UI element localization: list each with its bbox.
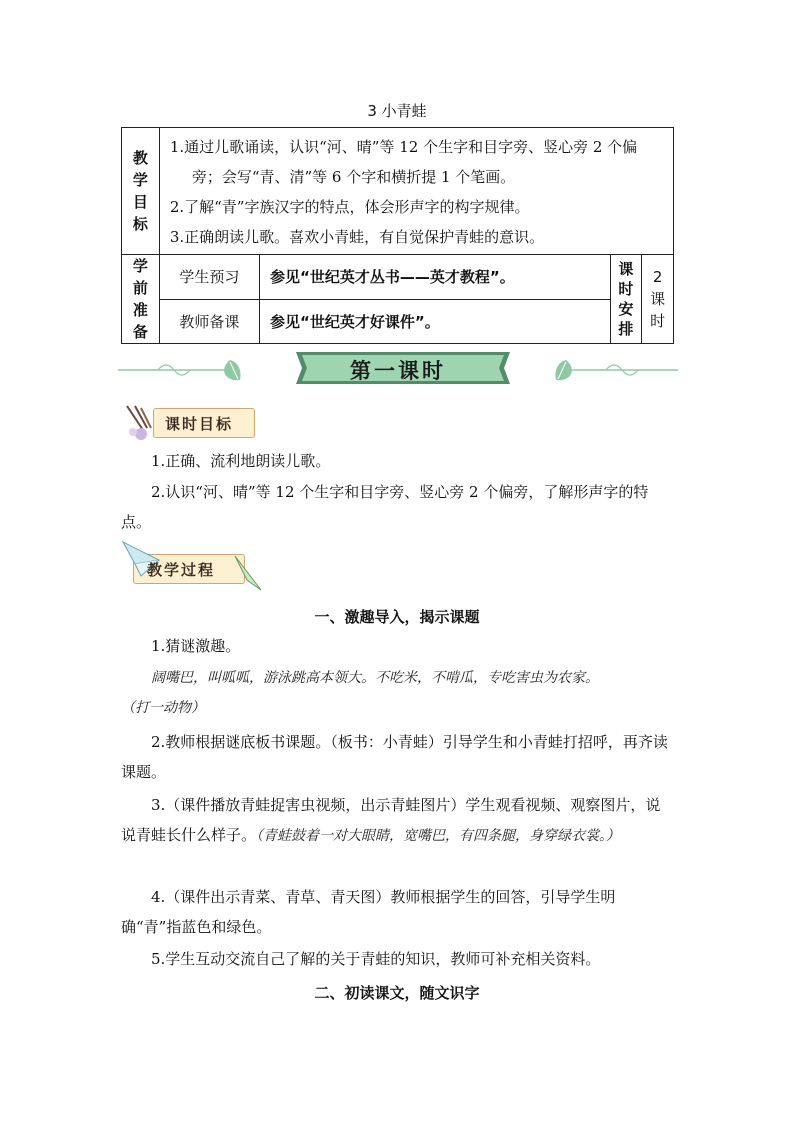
lesson-plan-table: [121, 127, 674, 344]
goal-1-line-1: 1.通过儿歌诵读，认识“河、晴”等 12 个生字和目字旁、竖心旁 2 个偏: [169, 138, 638, 156]
prep-header: 学 前 准 备: [122, 255, 160, 344]
lesson-goals-tag-label: 课时目标: [165, 415, 234, 433]
step-4: 4.（课件出示青菜、青草、青天图）教师根据学生的回答，引导学生明确“青”指蓝色和绿色。: [121, 888, 616, 936]
goal-1-line-2: 旁；会写“青、清”等 6 个字和横折提 1 个笔画。: [191, 168, 516, 186]
teaching-process-tag: [121, 544, 261, 579]
schedule-header: 课 时 安 排: [610, 255, 642, 344]
objective-1: 1.正确、流利地朗读儿歌。: [151, 452, 331, 470]
step-2: 2.教师根据谜底板书课题。（板书：小青蛙）引导学生和小青蛙打招呼，再齐读课题。: [121, 733, 668, 781]
goal-3: 3.正确朗读儿歌。喜欢小青蛙，有自觉保护青蛙的意识。: [169, 228, 545, 246]
riddle-text: 阔嘴巴，叫呱呱，游泳跳高本领大。不吃米，不啃瓜，专吃害虫为农家。: [151, 670, 599, 686]
riddle-hint: （打一动物）: [121, 700, 205, 716]
step-5: 5.学生互动交流自己了解的关于青蛙的知识，教师可补充相关资料。: [151, 950, 601, 968]
student-prep-value: 参见“世纪英才丛书——英才教程”。: [259, 255, 610, 300]
step-3-note: （青蛙鼓着一对大眼睛，宽嘴巴，有四条腿，身穿绿衣裳。）: [256, 828, 621, 844]
objective-2: 2.认识“河、晴”等 12 个生字和目字旁、竖心旁 2 个偏旁，了解形声字的特点。: [121, 483, 649, 531]
student-prep-label: 学生预习: [159, 255, 259, 300]
step-1: 1.猜谜激趣。: [151, 637, 241, 655]
goals-cell: [159, 128, 673, 255]
paper-plane-icon: [233, 554, 263, 594]
teacher-prep-label: 教师备课: [159, 299, 259, 344]
section-1-heading: 一、激趣导入，揭示课题: [314, 608, 480, 626]
step-3: [121, 790, 674, 851]
lesson-title: 3 小青蛙: [367, 102, 427, 120]
banner-title: 第一课时: [350, 359, 446, 383]
section-2-heading: 二、初读课文，随文识字: [314, 984, 480, 1002]
teacher-prep-value: 参见“世纪英才好课件”。: [259, 299, 610, 344]
step-3-text: 3.（课件播放青蛙捉害虫视频，出示青蛙图片）学生观看视频、观察图片，说说青蛙长什么样子。: [121, 796, 661, 844]
goals-header: 教 学 目 标: [122, 128, 160, 255]
teaching-process-tag-label: 教学过程: [147, 561, 216, 579]
lesson-goals-tag: [121, 408, 261, 438]
goal-2: 2.了解“青”字族汉字的特点，体会形声字的构字规律。: [169, 198, 530, 216]
hours-cell: 2 课 时: [642, 255, 674, 344]
lesson-banner: [118, 346, 678, 390]
